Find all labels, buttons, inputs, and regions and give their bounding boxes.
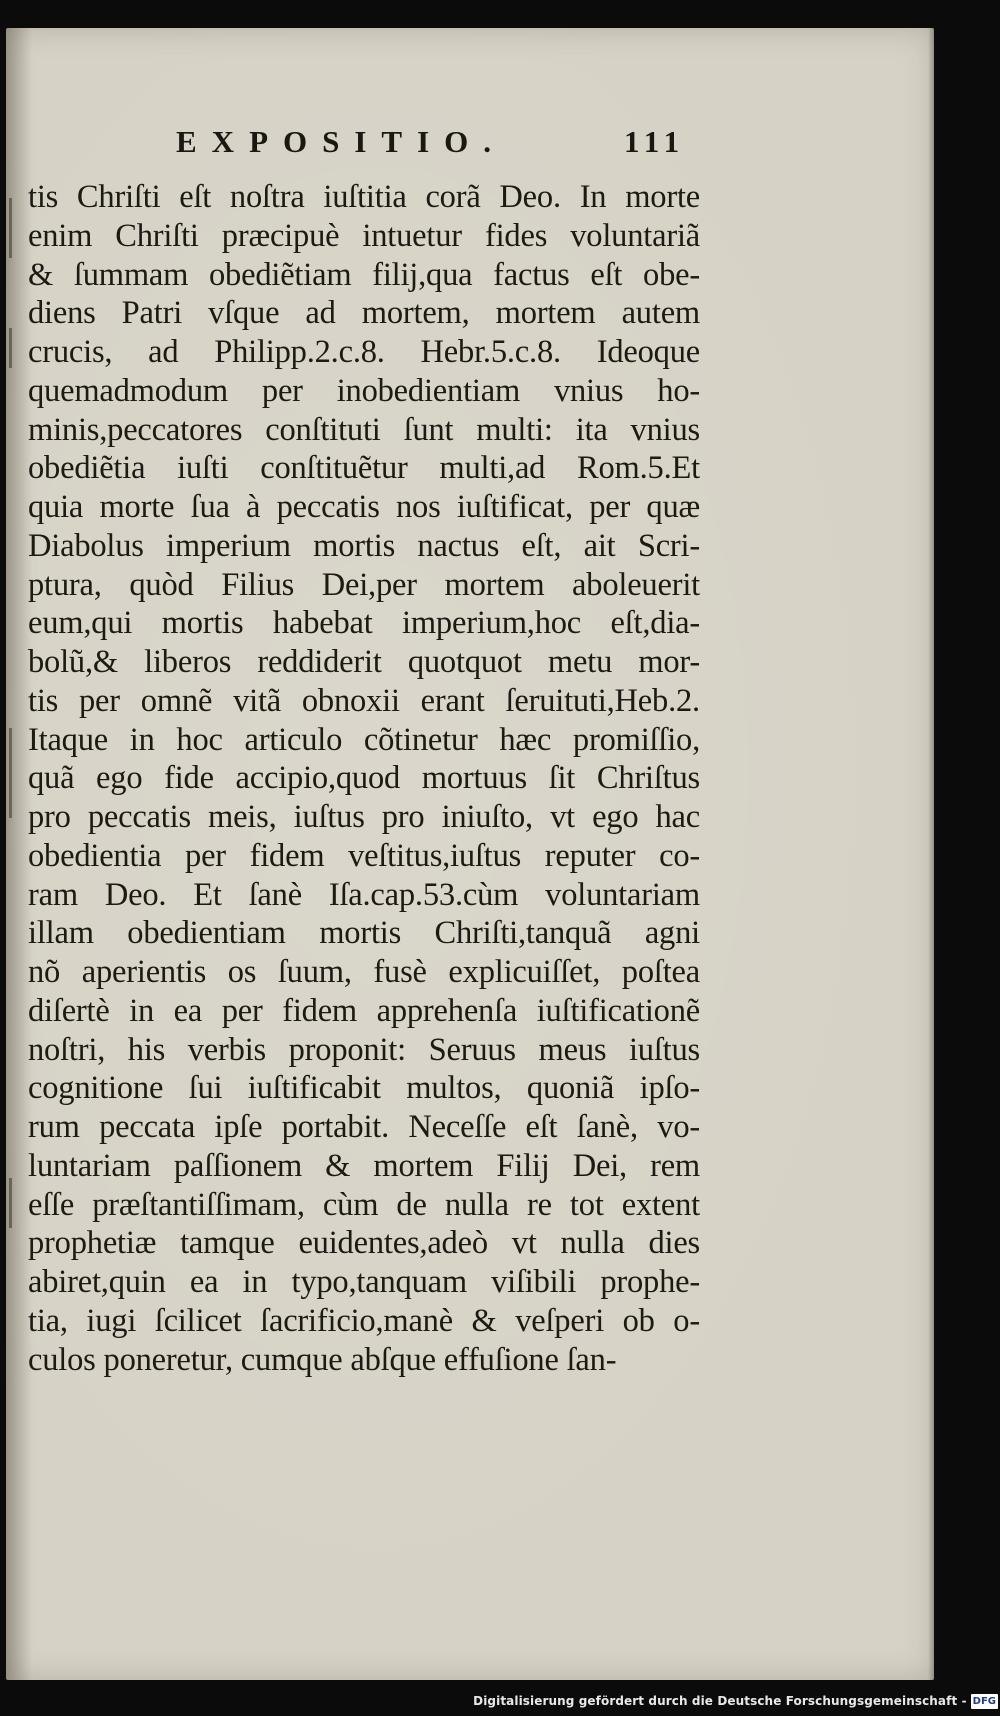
text-line: minis,peccatores conſtituti ſunt multi: ita vnius (28, 411, 700, 448)
text-line: nõ aperientis os ſuum, fusè explicuiſſet, poſtea (28, 954, 700, 990)
gutter-mark (9, 728, 12, 818)
text-line: quemadmodum per inobedientiam vnius ho- (28, 372, 700, 409)
text-line: culos poneretur, cumque abſque effuſione ſan- (28, 1341, 617, 1378)
text-line: bolũ,& liberos reddiderit quotquot metu mor- (28, 644, 700, 680)
text-line: tia, iugi ſcilicet ſacrificio,manè & veſperi ob o- (28, 1302, 700, 1339)
text-line: quia morte ſua à peccatis nos iuſtificat, per quæ (28, 489, 700, 525)
text-line: eum,qui mortis habebat imperium,hoc eſt,dia- (28, 605, 700, 642)
text-line: diſertè in ea per fidem apprehenſa iuſtificationẽ (28, 992, 700, 1029)
text-line: rum peccata ipſe portabit. Neceſſe eſt ſanè, vo- (28, 1109, 700, 1145)
text-line: tis Chriſti eſt noſtra iuſtitia corã Deo. In morte (28, 179, 700, 215)
gutter-mark (9, 198, 12, 258)
text-line: obedientia per fidem veſtitus,iuſtus reputer co- (28, 837, 700, 874)
running-title: EXPOSITIO. (176, 124, 507, 159)
text-line: enim Chriſti præcipuè intuetur fides voluntariã (28, 217, 700, 254)
page-edge-shadow (928, 28, 934, 1680)
digitization-footer (473, 1690, 998, 1712)
funding-credit: Digitalisierung gefördert durch die Deutsche Forschungsgemeinschaft - (473, 1694, 967, 1708)
text-line: noſtri, his verbis proponit: Seruus meus iuſtus (28, 1031, 700, 1068)
text-line: eſſe præſtantiſſimam, cùm de nulla re tot extent (28, 1186, 700, 1223)
text-line: Diabolus imperium mortis nactus eſt, ait Scri- (28, 527, 700, 564)
text-line: ptura, quòd Filius Dei,per mortem aboleuerit (28, 566, 700, 603)
text-line: illam obedientiam mortis Chriſti,tanquã agni (28, 915, 700, 952)
text-line: quã ego fide accipio,quod mortuus ſit Chriſtus (28, 760, 700, 797)
text-line: tis per omnẽ vitã obnoxii erant ſeruituti,Heb.2. (28, 682, 700, 719)
body-text (28, 178, 700, 1379)
dfg-logo: DFG (972, 1695, 996, 1707)
text-line: cognitione ſui iuſtificabit multos, quoniã ipſo- (28, 1070, 700, 1107)
running-head (6, 124, 934, 164)
text-line: ram Deo. Et ſanè Iſa.cap.53.cùm voluntariam (28, 876, 700, 913)
page-number: 111 (624, 124, 686, 159)
text-line: prophetiæ tamque euidentes,adeò vt nulla dies (28, 1225, 700, 1262)
text-line: & ſummam obediẽtiam filij,qua factus eſt obe- (28, 256, 700, 293)
text-line: abiret,quin ea in typo,tanquam viſibili prophe- (28, 1264, 700, 1300)
text-line: pro peccatis meis, iuſtus pro iniuſto, vt ego hac (28, 799, 700, 835)
gutter-mark (9, 328, 12, 368)
text-line: obediẽtia iuſti conſtituẽtur multi,ad Rom.5.Et (28, 450, 700, 487)
text-line: diens Patri vſque ad mortem, mortem autem (28, 295, 700, 332)
gutter-mark (9, 1178, 12, 1228)
text-line: crucis, ad Philipp.2.c.8. Hebr.5.c.8. Ideoque (28, 334, 700, 370)
text-line: luntariam paſſionem & mortem Filij Dei, rem (28, 1147, 700, 1184)
book-page (6, 28, 934, 1680)
text-line: Itaque in hoc articulo cõtinetur hæc promiſſio, (28, 721, 700, 758)
